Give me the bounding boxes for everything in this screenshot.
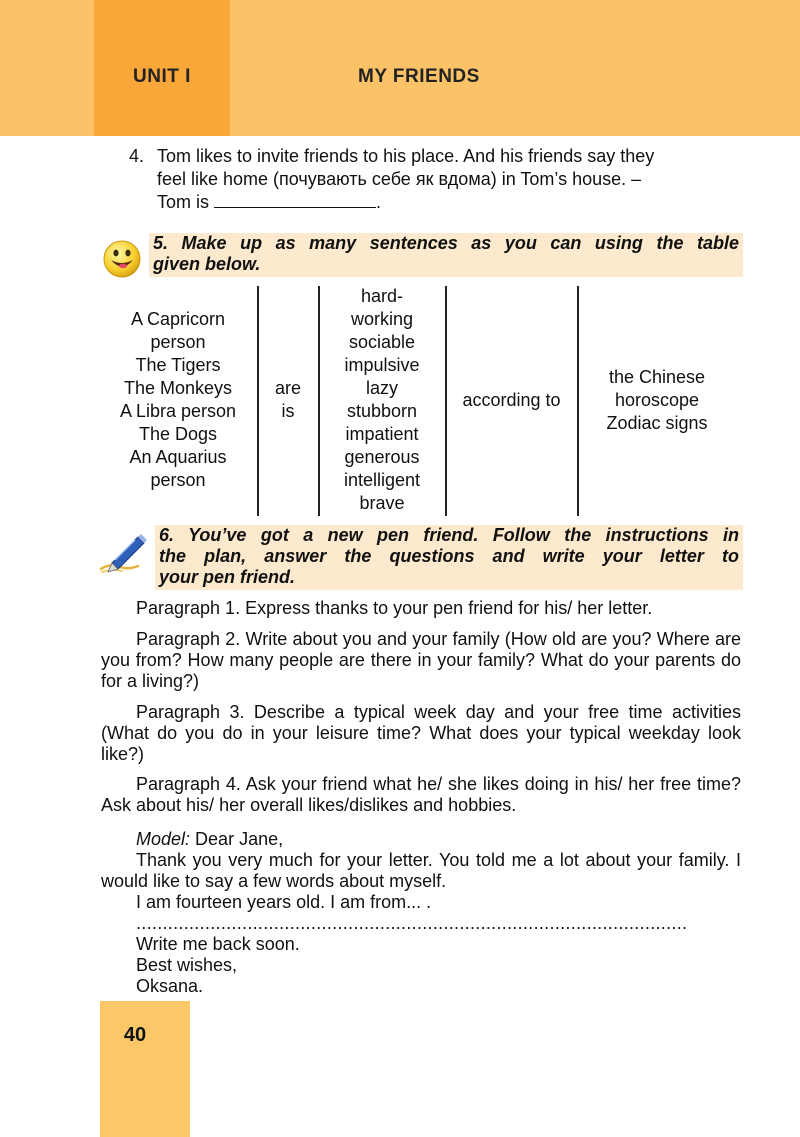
item4-line-1: Tom likes to invite friends to his place. And his friends say they xyxy=(157,146,655,166)
table-col-subjects xyxy=(100,308,256,492)
table-cell: stubborn xyxy=(346,401,418,421)
task5-line-1: 5. Make up as many sentences as you can using the table xyxy=(153,233,739,253)
table-cell: horoscope xyxy=(614,390,700,410)
table-cell: impatient xyxy=(345,424,419,444)
paragraph-instruction: Paragraph 3. Describe a typical week day and your free time activities (What do you do in your leisure time? What does your typical weekday look like?) xyxy=(101,702,741,764)
table-cell: person xyxy=(150,332,206,352)
table-cell: hard- xyxy=(360,286,404,306)
paragraph-instruction: Paragraph 4. Ask your friend what he/ she likes doing in his/ her free time? Ask about his/ her overall likes/dislikes and hobbies. xyxy=(101,774,741,815)
item4-line-2: feel like home (почувають себе як вдома) in Tom’s house. – xyxy=(157,169,642,189)
model-greeting-line: Model: Dear Jane, xyxy=(136,829,284,849)
table-col-source xyxy=(579,366,735,435)
item4-line-3: Tom is . xyxy=(157,192,382,212)
table-cell: according to xyxy=(462,390,561,410)
model-letter xyxy=(101,829,741,997)
task-6-heading xyxy=(155,525,743,590)
chapter-title: MY FRIENDS xyxy=(358,66,480,87)
model-dots: ........................................................................................................ xyxy=(136,913,688,933)
table-cell: person xyxy=(150,470,206,490)
table-cell: sociable xyxy=(348,332,416,352)
page-number: 40 xyxy=(123,1024,147,1046)
table-col-adjectives xyxy=(320,285,444,515)
table-cell: generous xyxy=(344,447,420,467)
model-closing-2: Best wishes, xyxy=(136,955,238,975)
table-cell: impulsive xyxy=(344,355,420,375)
table-cell: The Monkeys xyxy=(123,378,233,398)
table-cell: the Chinese xyxy=(608,367,706,387)
table-cell: is xyxy=(281,401,295,421)
page-number-tab xyxy=(100,1001,190,1137)
table-col-connector xyxy=(447,389,576,412)
paragraph-instruction: Paragraph 1. Express thanks to your pen friend for his/ her letter. xyxy=(136,598,653,618)
model-body-2: I am fourteen years old. I am from... . xyxy=(136,892,432,912)
table-cell: lazy xyxy=(365,378,398,398)
unit-label: UNIT I xyxy=(133,66,191,87)
table-cell: working xyxy=(350,309,414,329)
model-body-1: Thank you very much for your letter. You told me a lot about your family. I would like to say a few words about myself. xyxy=(101,850,741,891)
task6-line-3: your pen friend. xyxy=(159,567,296,587)
model-signature: Oksana. xyxy=(136,976,204,996)
pen-writing-icon xyxy=(98,533,148,575)
model-label: Model: xyxy=(136,829,191,849)
table-cell: are xyxy=(274,378,301,398)
item-number: 4. xyxy=(129,146,145,166)
table-cell: An Aquarius xyxy=(129,447,227,467)
task-5-heading xyxy=(149,233,743,277)
table-col-verbs xyxy=(259,377,317,423)
smiley-face-icon xyxy=(101,238,143,280)
table-cell: The Dogs xyxy=(138,424,218,444)
table-cell: A Libra person xyxy=(119,401,237,421)
table-cell: A Capricorn xyxy=(130,309,226,329)
paragraph-instruction: Paragraph 2. Write about you and your family (How old are you? Where are you from? How many people are there in your family? What do your parents do for a living?) xyxy=(101,629,741,691)
table-cell: intelligent xyxy=(343,470,421,490)
task6-line-2: the plan, answer the questions and write your letter to xyxy=(159,546,739,566)
table-cell: The Tigers xyxy=(135,355,221,375)
table-cell: Zodiac signs xyxy=(606,413,708,433)
task5-line-2: given below. xyxy=(153,254,261,274)
answer-blank[interactable] xyxy=(214,193,376,208)
task6-line-1: 6. You’ve got a new pen friend. Follow the instructions in xyxy=(159,525,739,545)
model-closing-1: Write me back soon. xyxy=(136,934,300,954)
table-cell: brave xyxy=(359,493,405,513)
